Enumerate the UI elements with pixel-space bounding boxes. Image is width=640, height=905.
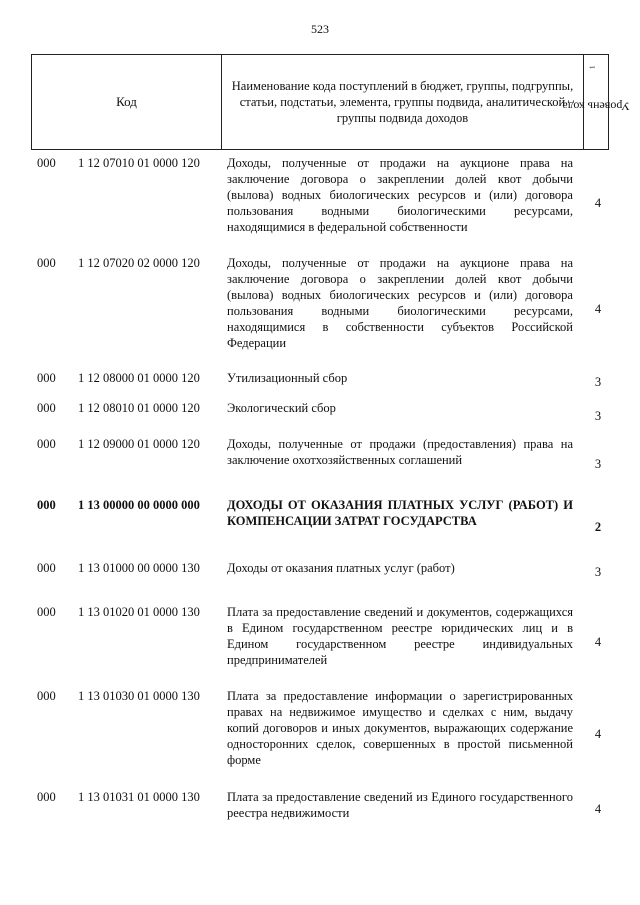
row-code: 1 12 09000 01 0000 120 — [78, 437, 200, 451]
row-admin-code: 000 — [37, 498, 56, 512]
row-name: Утилизационный сбор — [227, 371, 348, 385]
row-code: 1 13 01000 00 0000 130 — [78, 561, 200, 575]
row-admin-code: 000 — [37, 437, 56, 451]
row-code: 1 12 08010 01 0000 120 — [78, 401, 200, 415]
row-level: 2 — [594, 520, 602, 534]
row-level: 4 — [594, 196, 602, 210]
row-admin-code: 000 — [37, 605, 56, 619]
row-level: 3 — [594, 409, 602, 423]
row-code: 1 12 08000 01 0000 120 — [78, 371, 200, 385]
row-name: Доходы, полученные от продажи на аукционе права на заключение договора о закреплении долей квот добычи (вылова) водных биологических ресурсов и (или) договора пользования водными биологическими ресурсами, находящимися в федеральной собственности — [227, 156, 573, 234]
row-level: 4 — [594, 802, 602, 816]
header-level-footnote: 1 — [588, 64, 597, 69]
row-level: 3 — [594, 565, 602, 579]
table-header — [31, 54, 630, 150]
row-level: 3 — [594, 457, 602, 471]
row-name: ДОХОДЫ ОТ ОКАЗАНИЯ ПЛАТНЫХ УСЛУГ (РАБОТ) И КОМПЕНСАЦИИ ЗАТРАТ ГОСУДАРСТВА — [227, 498, 573, 528]
row-name: Плата за предоставление сведений из Единого государственного реестра недвижимости — [227, 790, 573, 820]
header-level-label: Уровень кода — [562, 98, 630, 113]
row-code: 1 12 07020 02 0000 120 — [78, 256, 200, 270]
row-code: 1 13 01031 01 0000 130 — [78, 790, 200, 804]
row-level: 4 — [594, 727, 602, 741]
row-level: 4 — [594, 635, 602, 649]
row-name: Доходы, полученные от продажи на аукционе права на заключение договора о закреплении долей квот добычи (вылова) водных биологических ресурсов и (или) договора пользования водными биологическими ресурсами, находящимися в собственности субъектов Российской Федерации — [227, 256, 573, 350]
row-name: Плата за предоставление сведений и документов, содержащихся в Едином государственном реестре юридических лиц и в Едином государственном реестре индивидуальных предпринимателей — [227, 605, 573, 667]
row-name: Экологический сбор — [227, 401, 336, 415]
row-code: 1 13 00000 00 0000 000 — [78, 498, 200, 512]
row-admin-code: 000 — [37, 561, 56, 575]
row-admin-code: 000 — [37, 156, 56, 170]
row-name: Доходы от оказания платных услуг (работ) — [227, 561, 455, 575]
header-code: Код — [32, 55, 222, 149]
row-code: 1 12 07010 01 0000 120 — [78, 156, 200, 170]
row-admin-code: 000 — [37, 401, 56, 415]
row-admin-code: 000 — [37, 256, 56, 270]
header-name: Наименование кода поступлений в бюджет, группы, подгруппы, статьи, подстатьи, элемента, группы подвида, аналитической группы подвида доходов — [222, 55, 584, 149]
header-level-text — [562, 64, 630, 139]
header-level — [562, 55, 630, 149]
row-admin-code: 000 — [37, 689, 56, 703]
row-name: Доходы, полученные от продажи (предоставления) права на заключение охотхозяйственных соглашений — [227, 437, 573, 467]
row-name: Плата за предоставление информации о зарегистрированных правах на недвижимое имущество и сделках с ним, выдачу копий договоров и иных документов, выражающих содержание односторонних сделок, совершенных в простой письменной форме — [227, 689, 573, 767]
row-level: 3 — [594, 375, 602, 389]
row-level: 4 — [594, 302, 602, 316]
page-number: 523 — [311, 22, 329, 36]
row-code: 1 13 01020 01 0000 130 — [78, 605, 200, 619]
row-code: 1 13 01030 01 0000 130 — [78, 689, 200, 703]
row-admin-code: 000 — [37, 790, 56, 804]
row-admin-code: 000 — [37, 371, 56, 385]
